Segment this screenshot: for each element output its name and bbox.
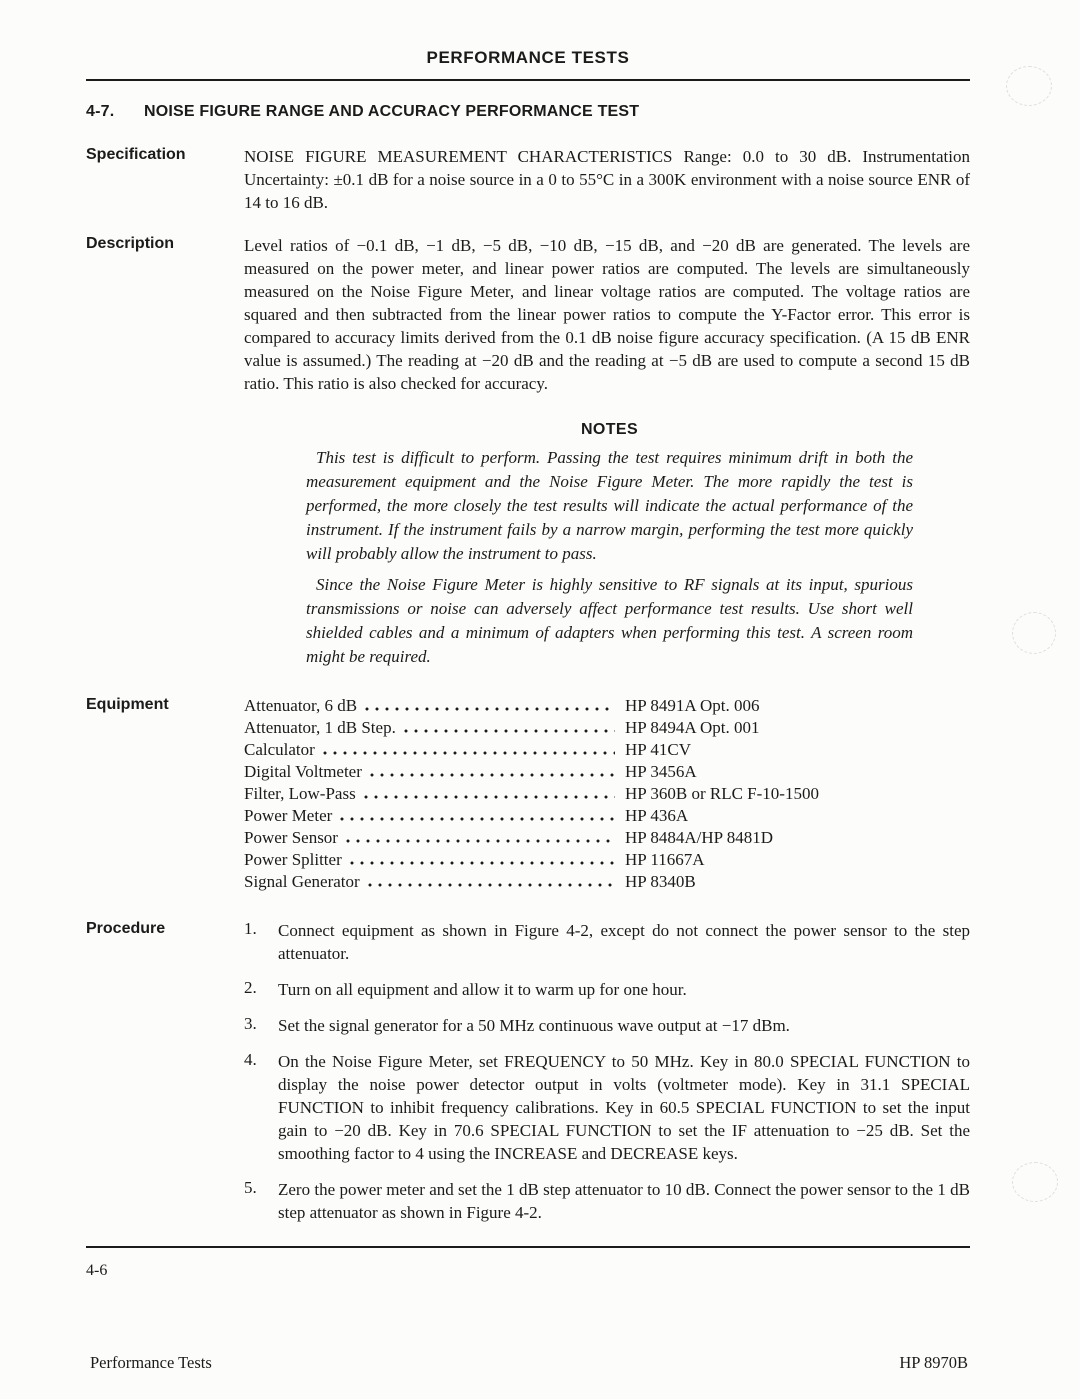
equipment-name: Filter, Low-Pass — [244, 784, 356, 803]
equipment-item — [244, 805, 970, 827]
notes-section — [306, 421, 913, 669]
dot-leader — [346, 839, 615, 843]
description-label: Description — [86, 235, 175, 252]
specification-section — [86, 145, 970, 214]
equipment-name: Attenuator, 1 dB Step. — [244, 718, 396, 737]
equipment-item — [244, 695, 970, 717]
dot-leader — [350, 861, 615, 865]
step-text: Turn on all equipment and allow it to warm up for one hour. — [278, 980, 687, 999]
equipment-name: Power Sensor — [244, 828, 338, 847]
equipment-model: HP 8494A Opt. 001 — [625, 718, 760, 737]
footer-section-title: Performance Tests — [90, 1353, 212, 1372]
scan-artifact — [1012, 612, 1056, 654]
equipment-item — [244, 827, 970, 849]
page-number: 4-6 — [86, 1262, 108, 1279]
step-number: 1. — [244, 919, 257, 938]
procedure-step — [244, 1178, 970, 1224]
equipment-name: Digital Voltmeter — [244, 762, 362, 781]
procedure-step — [244, 919, 970, 965]
equipment-name: Attenuator, 6 dB — [244, 696, 358, 715]
equipment-model: HP 360B or RLC F-10-1500 — [625, 784, 819, 803]
dot-leader — [370, 773, 615, 777]
equipment-model: HP 436A — [625, 806, 689, 825]
equipment-name: Calculator — [244, 740, 315, 759]
procedure-step — [244, 978, 970, 1001]
procedure-section — [86, 919, 970, 1224]
equipment-model: HP 41CV — [625, 740, 691, 759]
step-text: Connect equipment as shown in Figure 4-2, except do not connect the power sensor to the step attenuator. — [278, 921, 970, 963]
section-heading — [86, 103, 970, 121]
equipment-model: HP 3456A — [625, 762, 697, 781]
dot-leader — [365, 707, 615, 711]
description-section — [86, 234, 970, 395]
specification-label: Specification — [86, 146, 186, 163]
equipment-model: HP 11667A — [625, 850, 705, 869]
step-number: 4. — [244, 1050, 257, 1069]
header-rule — [86, 79, 970, 81]
equipment-item — [244, 761, 970, 783]
notes-heading: NOTES — [580, 421, 639, 438]
notes-paragraph: Since the Noise Figure Meter is highly sensitive to RF signals at its input, spurious transmissions or noise can adversely affect performance test results. Use short well shielded cables and a minimum of adapters when performing this test. A screen room might be required. — [306, 575, 913, 666]
equipment-item — [244, 783, 970, 805]
section-title: NOISE FIGURE RANGE AND ACCURACY PERFORMANCE TEST — [144, 103, 640, 120]
equipment-item — [244, 871, 970, 893]
footer-rule — [86, 1246, 970, 1248]
equipment-name: Power Splitter — [244, 850, 342, 869]
dot-leader — [323, 751, 615, 755]
equipment-label: Equipment — [86, 696, 169, 713]
procedure-step — [244, 1050, 970, 1165]
equipment-item — [244, 849, 970, 871]
page-footer — [90, 1353, 968, 1373]
step-text: Zero the power meter and set the 1 dB step attenuator to 10 dB. Connect the power sensor to the 1 dB step attenuator as shown in Figure 4-2. — [278, 1180, 970, 1222]
procedure-steps — [244, 919, 970, 1224]
specification-text: NOISE FIGURE MEASUREMENT CHARACTERISTICS Range: 0.0 to 30 dB. Instrumentation Uncertainty: ±0.1 dB for a noise source in a 0 to 55°C in a 300K environment with a noise source ENR of 14 to 16 dB. — [244, 147, 970, 212]
section-number: 4-7. — [86, 103, 115, 120]
equipment-model: HP 8484A/HP 8481D — [625, 828, 773, 847]
equipment-item — [244, 739, 970, 761]
scan-artifact — [1012, 1162, 1058, 1202]
procedure-label: Procedure — [86, 920, 166, 937]
footer-model-number: HP 8970B — [899, 1353, 968, 1372]
description-text: Level ratios of −0.1 dB, −1 dB, −5 dB, −10 dB, −15 dB, and −20 dB are generated. The levels are measured on the power meter, and linear power ratios are computed. The levels are simultaneously measured on the Noise Figure Meter, and linear voltage ratios are computed. The voltage ratios are squared and then subtracted from the linear power ratios to compute the Y-Factor error. This error is compared to accuracy limits derived from the 0.1 dB noise figure accuracy specification. (A 15 dB ENR value is assumed.) The reading at −20 dB and the reading at −5 dB are used to compute a second 15 dB ratio. This ratio is also checked for accuracy. — [244, 236, 970, 393]
notes-paragraph: This test is difficult to perform. Passing the test requires minimum drift in both the measurement equipment and the Noise Figure Meter. The more rapidly the test is performed, the more closely the test results will indicate the actual performance of the instrument. If the instrument fails by a narrow margin, performing the test more quickly will probably allow the instrument to pass. — [306, 448, 913, 563]
equipment-item — [244, 717, 970, 739]
step-text: On the Noise Figure Meter, set FREQUENCY to 50 MHz. Key in 80.0 SPECIAL FUNCTION to display the noise power detector output in volts (voltmeter mode). Key in 31.1 SPECIAL FUNCTION to inhibit frequency calibrations. Key in 60.5 SPECIAL FUNCTION to set the input gain to −20 dB. Key in 70.6 SPECIAL FUNCTION to set the IF attenuation to −25 dB. Set the smoothing factor to 4 using the INCREASE and DECREASE keys. — [278, 1052, 970, 1163]
step-number: 2. — [244, 978, 257, 997]
page-header-title: PERFORMANCE TESTS — [426, 48, 630, 67]
procedure-step — [244, 1014, 970, 1037]
equipment-list — [244, 695, 970, 893]
step-text: Set the signal generator for a 50 MHz continuous wave output at −17 dBm. — [278, 1016, 790, 1035]
equipment-model: HP 8491A Opt. 006 — [625, 696, 760, 715]
step-number: 3. — [244, 1014, 257, 1033]
dot-leader — [340, 817, 615, 821]
dot-leader — [404, 729, 615, 733]
step-number: 5. — [244, 1178, 257, 1197]
equipment-model: HP 8340B — [625, 872, 696, 891]
dot-leader — [364, 795, 615, 799]
equipment-section — [86, 695, 970, 893]
scan-artifact — [1006, 66, 1052, 106]
dot-leader — [368, 883, 615, 887]
equipment-name: Signal Generator — [244, 872, 360, 891]
equipment-name: Power Meter — [244, 806, 333, 825]
